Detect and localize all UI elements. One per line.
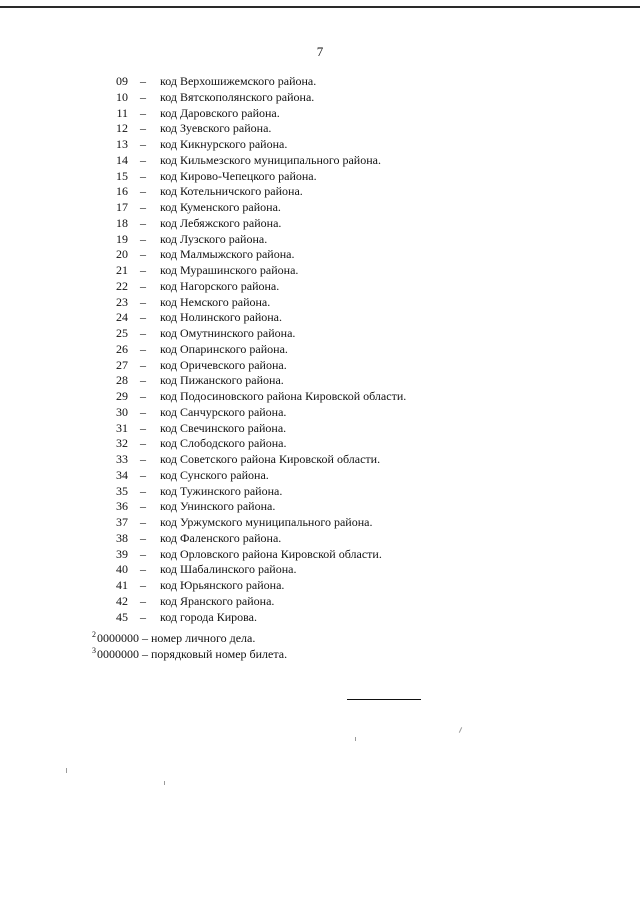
code-description: код Лебяжского района. — [160, 215, 282, 230]
district-code-row — [0, 90, 640, 106]
code-number: 27 — [116, 357, 128, 372]
code-number: 24 — [116, 310, 128, 325]
district-code-row — [0, 421, 640, 437]
code-description: код Орловского района Кировской области. — [160, 546, 382, 561]
district-code-row — [0, 405, 640, 421]
footnote-mark: 3 — [92, 646, 96, 655]
code-dash: – — [140, 168, 146, 183]
code-dash: – — [140, 562, 146, 577]
code-number: 23 — [116, 294, 128, 309]
code-dash: – — [140, 231, 146, 246]
district-code-row — [0, 247, 640, 263]
code-dash: – — [140, 467, 146, 482]
code-number: 34 — [116, 467, 128, 482]
code-description: код Верхошижемского района. — [160, 74, 317, 88]
code-dash: – — [140, 278, 146, 293]
code-description: код Свечинского района. — [160, 420, 287, 435]
code-number: 14 — [116, 152, 128, 167]
code-number: 31 — [116, 420, 128, 435]
district-code-row — [0, 452, 640, 468]
code-description: код Вятскополянского района. — [160, 89, 315, 104]
code-dash: – — [140, 389, 146, 403]
code-number: 18 — [116, 215, 128, 230]
code-description: код Юрьянского района. — [160, 578, 285, 592]
code-number: 38 — [116, 530, 128, 545]
code-number: 42 — [116, 593, 128, 608]
district-code-row — [0, 562, 640, 578]
district-code-row — [0, 74, 640, 90]
code-description: код Лузского района. — [160, 231, 268, 246]
district-code-row — [0, 232, 640, 248]
code-dash: – — [140, 215, 146, 230]
code-dash: – — [140, 152, 146, 167]
code-description: код Нолинского района. — [160, 310, 282, 325]
code-dash: – — [140, 247, 146, 262]
code-description: код Унинского района. — [160, 499, 276, 514]
code-number: 13 — [116, 137, 128, 151]
code-number: 25 — [116, 326, 128, 340]
code-dash: – — [140, 74, 146, 88]
code-dash: – — [140, 137, 146, 151]
code-number: 40 — [116, 562, 128, 577]
code-dash: – — [140, 530, 146, 545]
code-dash: – — [140, 326, 146, 340]
district-code-row — [0, 216, 640, 232]
code-number: 21 — [116, 263, 128, 277]
scan-speck — [164, 781, 165, 785]
code-number: 28 — [116, 373, 128, 388]
code-number: 39 — [116, 546, 128, 561]
district-code-row — [0, 515, 640, 531]
district-code-row — [0, 263, 640, 279]
code-number: 16 — [116, 184, 128, 199]
code-dash: – — [140, 404, 146, 419]
code-description: код Мурашинского района. — [160, 263, 299, 277]
code-number: 17 — [116, 200, 128, 214]
code-description: код Немского района. — [160, 294, 271, 309]
district-code-row — [0, 184, 640, 200]
district-code-row — [0, 358, 640, 374]
code-number: 15 — [116, 168, 128, 183]
code-number: 09 — [116, 74, 128, 88]
code-dash: – — [140, 89, 146, 104]
code-dash: – — [140, 436, 146, 451]
district-code-row — [0, 121, 640, 137]
code-dash: – — [140, 263, 146, 277]
district-code-row — [0, 389, 640, 405]
district-code-row — [0, 436, 640, 452]
footnote-text: 0000000 – порядковый номер билета. — [97, 647, 288, 661]
code-dash: – — [140, 357, 146, 372]
code-number: 29 — [116, 389, 128, 403]
code-description: код Даровского района. — [160, 105, 280, 120]
district-code-row — [0, 610, 640, 626]
district-code-row — [0, 547, 640, 563]
district-code-row — [0, 326, 640, 342]
code-description: код Советского района Кировской области. — [160, 452, 381, 466]
code-description: код Кильмезского муниципального района. — [160, 152, 381, 167]
district-code-row — [0, 342, 640, 358]
code-description: код Уржумского муниципального района. — [160, 515, 373, 529]
closing-rule — [347, 699, 421, 700]
district-code-row — [0, 106, 640, 122]
code-number: 22 — [116, 278, 128, 293]
code-dash: – — [140, 373, 146, 388]
code-number: 35 — [116, 483, 128, 498]
code-description: код Куменского района. — [160, 200, 281, 214]
code-description: код Подосиновского района Кировской области. — [160, 389, 407, 403]
code-description: код Нагорского района. — [160, 278, 280, 293]
district-code-row — [0, 295, 640, 311]
code-description: код Слободского района. — [160, 436, 287, 451]
code-number: 19 — [116, 231, 128, 246]
district-code-row — [0, 153, 640, 169]
district-code-row — [0, 169, 640, 185]
district-code-list — [0, 74, 640, 625]
code-number: 26 — [116, 341, 128, 356]
code-number: 20 — [116, 247, 128, 262]
page-number: 7 — [316, 44, 324, 59]
code-description: код города Кирова. — [160, 609, 257, 624]
code-description: код Опаринского района. — [160, 341, 288, 356]
page-top-border — [0, 6, 640, 8]
code-dash: – — [140, 294, 146, 309]
district-code-row — [0, 499, 640, 515]
district-code-row — [0, 200, 640, 216]
scan-speck — [459, 727, 462, 733]
code-number: 10 — [116, 89, 128, 104]
scan-speck — [66, 768, 67, 773]
code-dash: – — [140, 420, 146, 435]
code-dash: – — [140, 121, 146, 136]
code-description: код Омутнинского района. — [160, 326, 296, 340]
code-dash: – — [140, 515, 146, 529]
code-number: 11 — [116, 105, 128, 120]
district-code-row — [0, 594, 640, 610]
code-description: код Яранского района. — [160, 593, 275, 608]
district-code-row — [0, 468, 640, 484]
code-description: код Кикнурского района. — [160, 137, 288, 151]
code-dash: – — [140, 483, 146, 498]
district-code-row — [0, 310, 640, 326]
district-code-row — [0, 279, 640, 295]
district-code-row — [0, 578, 640, 594]
code-description: код Фаленского района. — [160, 530, 282, 545]
code-number: 41 — [116, 578, 128, 592]
code-dash: – — [140, 609, 146, 624]
code-description: код Зуевского района. — [160, 121, 272, 136]
code-dash: – — [140, 546, 146, 561]
scan-speck — [355, 737, 356, 741]
code-dash: – — [140, 341, 146, 356]
district-code-row — [0, 373, 640, 389]
district-code-row — [0, 531, 640, 547]
code-number: 37 — [116, 515, 128, 529]
code-dash: – — [140, 105, 146, 120]
code-dash: – — [140, 310, 146, 325]
code-dash: – — [140, 499, 146, 514]
footnote-text: 0000000 – номер личного дела. — [97, 631, 256, 645]
code-description: код Санчурского района. — [160, 404, 287, 419]
code-description: код Кирово-Чепецкого района. — [160, 168, 317, 183]
code-dash: – — [140, 184, 146, 199]
code-description: код Оричевского района. — [160, 357, 287, 372]
code-number: 12 — [116, 121, 128, 136]
code-dash: – — [140, 452, 146, 466]
district-code-row — [0, 137, 640, 153]
code-number: 33 — [116, 452, 128, 466]
code-number: 45 — [116, 609, 128, 624]
code-dash: – — [140, 593, 146, 608]
footnote-ticket-number — [92, 643, 287, 662]
footnote-mark: 2 — [92, 630, 96, 639]
code-number: 30 — [116, 404, 128, 419]
code-description: код Тужинского района. — [160, 483, 283, 498]
code-number: 32 — [116, 436, 128, 451]
code-dash: – — [140, 200, 146, 214]
district-code-row — [0, 484, 640, 500]
code-description: код Малмыжского района. — [160, 247, 295, 262]
code-description: код Пижанского района. — [160, 373, 284, 388]
code-description: код Котельничского района. — [160, 184, 303, 199]
code-description: код Сунского района. — [160, 467, 269, 482]
code-dash: – — [140, 578, 146, 592]
code-description: код Шабалинского района. — [160, 562, 297, 577]
code-number: 36 — [116, 499, 128, 514]
